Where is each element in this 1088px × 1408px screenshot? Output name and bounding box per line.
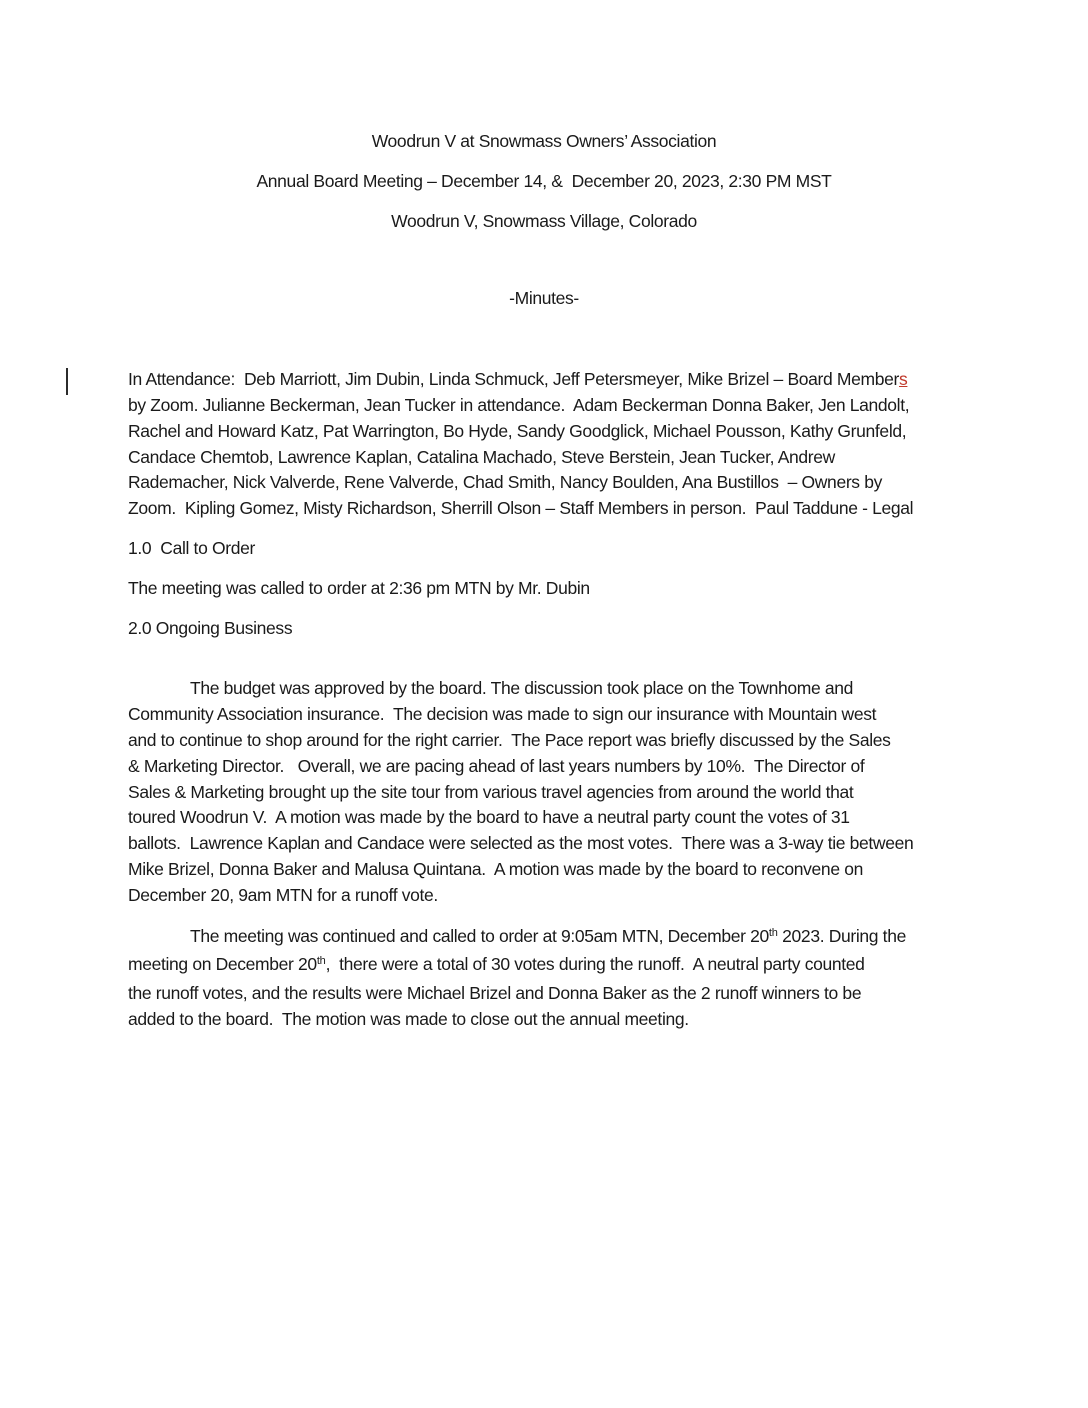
attendance-paragraph: [128, 367, 960, 522]
text-line: [128, 445, 960, 471]
text-segment: 2023. During the: [777, 925, 906, 946]
location-line: Woodrun V, Snowmass Village, Colorado: [391, 210, 697, 231]
text-segment: , there were a total of 30 votes during the runoff. A neutral party counted: [325, 954, 865, 975]
text-segment: and to continue to shop around for the right carrier. The Pace report was briefly discussed by the Sales: [128, 729, 891, 750]
text-line: [128, 754, 960, 780]
budget-paragraph: [128, 676, 960, 908]
text-line: [128, 419, 960, 445]
text-segment: In Attendance: Deb Marriott, Jim Dubin, Linda Schmuck, Jeff Petersmeyer, Mike Brizel – Board Member: [128, 369, 899, 390]
call-to-order-text: The meeting was called to order at 2:36 pm MTN by Mr. Dubin: [128, 577, 590, 598]
text-line: [128, 496, 960, 522]
tracked-change-bar: [66, 368, 68, 395]
text-line: [128, 780, 960, 806]
text-segment: the runoff votes, and the results were Michael Brizel and Donna Baker as the 2 runoff winners to be: [128, 983, 862, 1004]
text-segment: Rademacher, Nick Valverde, Rene Valverde, Chad Smith, Nancy Boulden, Ana Bustillos – Owners by: [128, 472, 882, 493]
minutes-heading: -Minutes-: [509, 288, 579, 309]
superscript-ordinal: th: [316, 955, 326, 968]
text-line: [128, 981, 960, 1007]
text-segment: Community Association insurance. The decision was made to sign our insurance with Mountain west: [128, 704, 877, 725]
text-segment: meeting on December 20: [128, 954, 317, 975]
section-heading-call-to-order: 1.0 Call to Order: [128, 537, 255, 558]
text-segment: The budget was approved by the board. The discussion took place on the Townhome and: [190, 678, 853, 699]
text-line: [128, 470, 960, 496]
text-line: [128, 805, 960, 831]
text-segment: Zoom. Kipling Gomez, Misty Richardson, Sherrill Olson – Staff Members in person. Paul Taddune - Legal: [128, 498, 914, 519]
text-line: [128, 857, 960, 883]
text-segment: December 20, 9am MTN for a runoff vote.: [128, 884, 438, 905]
section-heading-ongoing-business: 2.0 Ongoing Business: [128, 617, 293, 638]
text-segment: Candace Chemtob, Lawrence Kaplan, Catalina Machado, Steve Berstein, Jean Tucker, Andrew: [128, 446, 835, 467]
text-line: [128, 676, 960, 702]
text-line: [128, 702, 960, 728]
text-segment: & Marketing Director. Overall, we are pacing ahead of last years numbers by 10%. The Director of: [128, 755, 865, 776]
text-segment: The meeting was continued and called to order at 9:05am MTN, December 20: [190, 925, 769, 946]
text-segment: by Zoom. Julianne Beckerman, Jean Tucker in attendance. Adam Beckerman Donna Baker, Jen Landolt,: [128, 394, 910, 415]
text-line: [128, 367, 960, 393]
superscript-ordinal: th: [768, 926, 778, 939]
meeting-date-line: Annual Board Meeting – December 14, & December 20, 2023, 2:30 PM MST: [256, 170, 832, 191]
text-line: [128, 393, 960, 419]
tracked-change-insertion: s: [899, 369, 908, 390]
text-segment: toured Woodrun V. A motion was made by the board to have a neutral party count the votes of 31: [128, 807, 850, 828]
text-segment: added to the board. The motion was made to close out the annual meeting.: [128, 1008, 689, 1029]
text-line: [128, 728, 960, 754]
text-line: [128, 883, 960, 909]
text-segment: Rachel and Howard Katz, Pat Warrington, Bo Hyde, Sandy Goodglick, Michael Pousson, Kathy Grunfeld,: [128, 420, 907, 441]
text-line: [128, 1007, 960, 1033]
text-line: [128, 952, 960, 981]
text-line: [128, 924, 960, 953]
runoff-paragraph: [128, 924, 960, 1033]
text-segment: Mike Brizel, Donna Baker and Malusa Quintana. A motion was made by the board to reconvene on: [128, 858, 863, 879]
document-content: [128, 129, 960, 1047]
text-segment: Sales & Marketing brought up the site tour from various travel agencies from around the world that: [128, 781, 854, 802]
document-title: Woodrun V at Snowmass Owners’ Association: [371, 131, 717, 151]
text-line: [128, 831, 960, 857]
text-segment: ballots. Lawrence Kaplan and Candace were selected as the most votes. There was a 3-way tie between: [128, 833, 914, 854]
